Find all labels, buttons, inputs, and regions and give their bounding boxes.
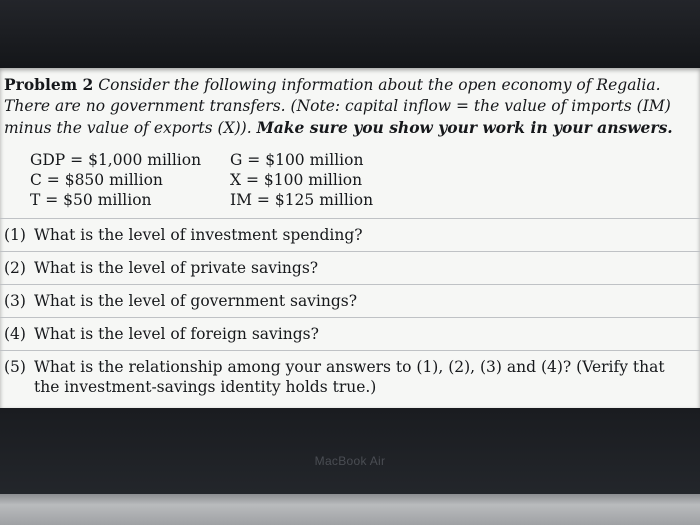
question-item bbox=[0, 284, 700, 317]
question-item bbox=[0, 317, 700, 350]
question-number: (5) bbox=[4, 358, 26, 376]
laptop-brand-label: MacBook Air bbox=[314, 454, 386, 468]
given-im: IM = $125 million bbox=[230, 191, 374, 209]
question-item bbox=[0, 251, 700, 284]
question-number: (4) bbox=[4, 325, 26, 343]
given-row bbox=[30, 190, 450, 210]
question-text: What is the level of private savings? bbox=[34, 259, 319, 277]
question-list bbox=[0, 218, 700, 403]
problem-instruction: Make sure you show your work in your answers. bbox=[256, 118, 673, 137]
given-g: G = $100 million bbox=[230, 151, 364, 169]
document-screen bbox=[0, 68, 700, 408]
question-item bbox=[0, 218, 700, 251]
laptop-bezel-bottom bbox=[0, 408, 700, 494]
laptop-bezel-top bbox=[0, 0, 700, 68]
laptop-base bbox=[0, 494, 700, 525]
question-number: (3) bbox=[4, 292, 26, 310]
given-c: C = $850 million bbox=[30, 171, 163, 189]
given-row bbox=[30, 150, 450, 170]
given-row bbox=[30, 170, 450, 190]
problem-label: Problem 2 bbox=[4, 75, 94, 94]
given-gdp: GDP = $1,000 million bbox=[30, 151, 202, 169]
given-t: T = $50 million bbox=[30, 191, 152, 209]
question-text: What is the level of government savings? bbox=[34, 292, 358, 310]
given-values bbox=[30, 150, 450, 210]
question-number: (2) bbox=[4, 259, 26, 277]
problem-statement: Consider the following information about the open economy of Regalia. There are no government transfers. (Note: capital inflow = the value of imports (IM) minus the value of exports (X)). bbox=[4, 76, 671, 137]
question-text: What is the relationship among your answers to (1), (2), (3) and (4)? (Verify that the investment-savings identity holds true.) bbox=[34, 358, 665, 396]
given-x: X = $100 million bbox=[230, 171, 363, 189]
question-text: What is the level of investment spending? bbox=[34, 226, 363, 244]
question-text: What is the level of foreign savings? bbox=[34, 325, 319, 343]
question-item bbox=[0, 350, 700, 403]
question-number: (1) bbox=[4, 226, 26, 244]
problem-intro bbox=[4, 74, 694, 139]
